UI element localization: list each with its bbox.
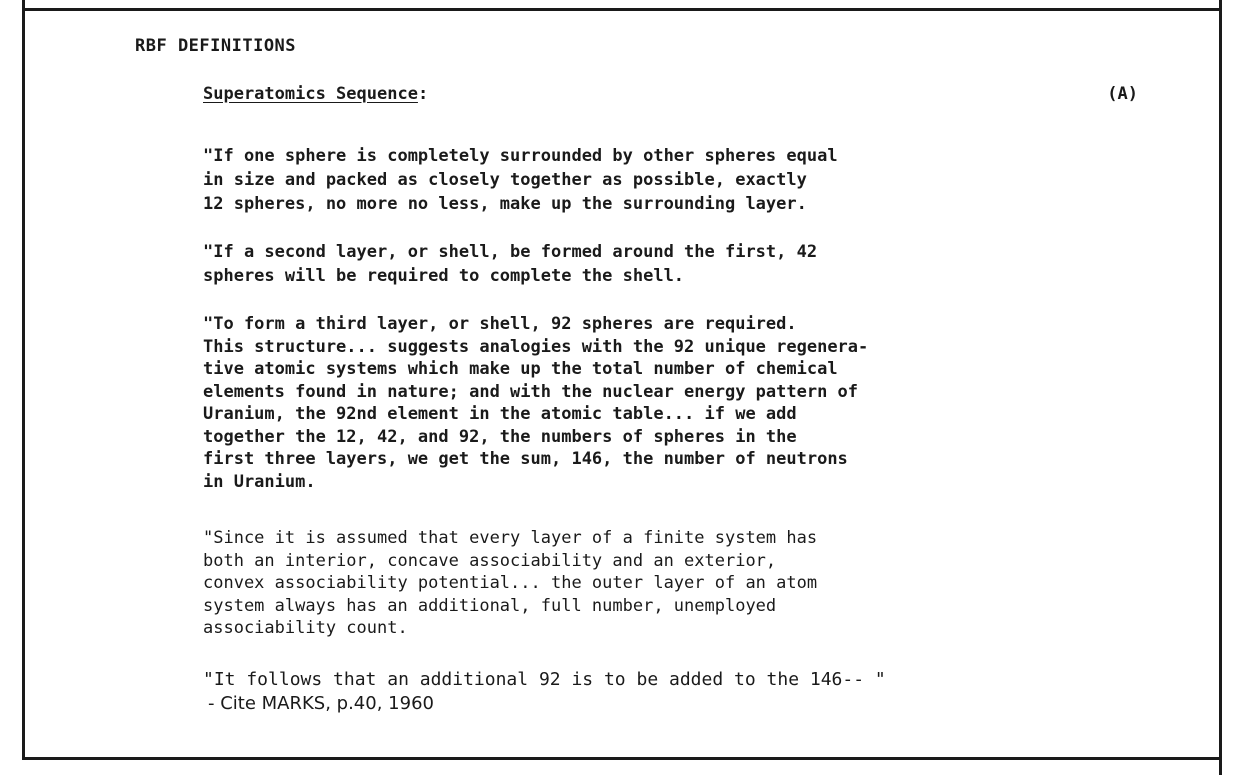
top-right-edge-mark xyxy=(1219,0,1222,10)
paragraph-line: "Since it is assumed that every layer of a finite system has xyxy=(203,528,818,548)
paragraph-1 xyxy=(203,144,1123,216)
paragraph-4 xyxy=(203,527,1123,640)
paragraph-line: first three layers, we get the sum, 146, the number of neutrons xyxy=(203,449,848,469)
page-heading: RBF DEFINITIONS xyxy=(135,36,297,56)
paragraph-line: tive atomic systems which make up the total number of chemical xyxy=(203,359,838,379)
paragraph-line: elements found in nature; and with the nuclear energy pattern of xyxy=(203,381,859,402)
section-marker: (A) xyxy=(1107,84,1138,104)
paragraph-3 xyxy=(203,313,1123,493)
section-header xyxy=(203,84,1138,104)
paragraph-line: system always has an additional, full number, unemployed xyxy=(203,595,777,616)
paragraph-line: Uranium, the 92nd element in the atomic table... if we add xyxy=(203,404,797,424)
paragraph-line: 12 spheres, no more no less, make up the surrounding layer. xyxy=(203,194,807,214)
section-title-colon: : xyxy=(417,84,429,104)
paragraph-line: "To form a third layer, or shell, 92 spheres are required. xyxy=(203,314,797,334)
paragraph-line: spheres will be required to complete the shell. xyxy=(203,266,685,286)
section-title: Superatomics Sequence xyxy=(203,84,418,104)
paragraph-line: in Uranium. xyxy=(203,471,316,492)
paragraph-line: This structure... suggests analogies with the 92 unique regenera- xyxy=(203,336,869,357)
paragraph-line: "If one sphere is completely surrounded by other spheres equal xyxy=(203,146,838,166)
paragraph-line: "If a second layer, or shell, be formed around the first, 42 xyxy=(203,242,818,262)
paragraph-line: both an interior, concave associability and an exterior, xyxy=(203,550,777,571)
paragraph-line: "It follows that an additional 92 is to be added to the 146-- " xyxy=(203,669,886,690)
paragraph-line: convex associability potential... the outer layer of an atom xyxy=(203,573,818,593)
paragraph-line: associability count. xyxy=(203,618,408,638)
paragraph-line: in size and packed as closely together as possible, exactly xyxy=(203,170,807,190)
paragraph-line: together the 12, 42, and 92, the numbers of spheres in the xyxy=(203,426,797,447)
paragraph-5 xyxy=(203,668,1123,692)
citation: - Cite MARKS, p.40, 1960 xyxy=(208,693,434,714)
top-left-edge-mark xyxy=(22,0,25,10)
paragraph-2 xyxy=(203,240,1123,288)
bottom-right-edge-mark xyxy=(1219,758,1222,775)
